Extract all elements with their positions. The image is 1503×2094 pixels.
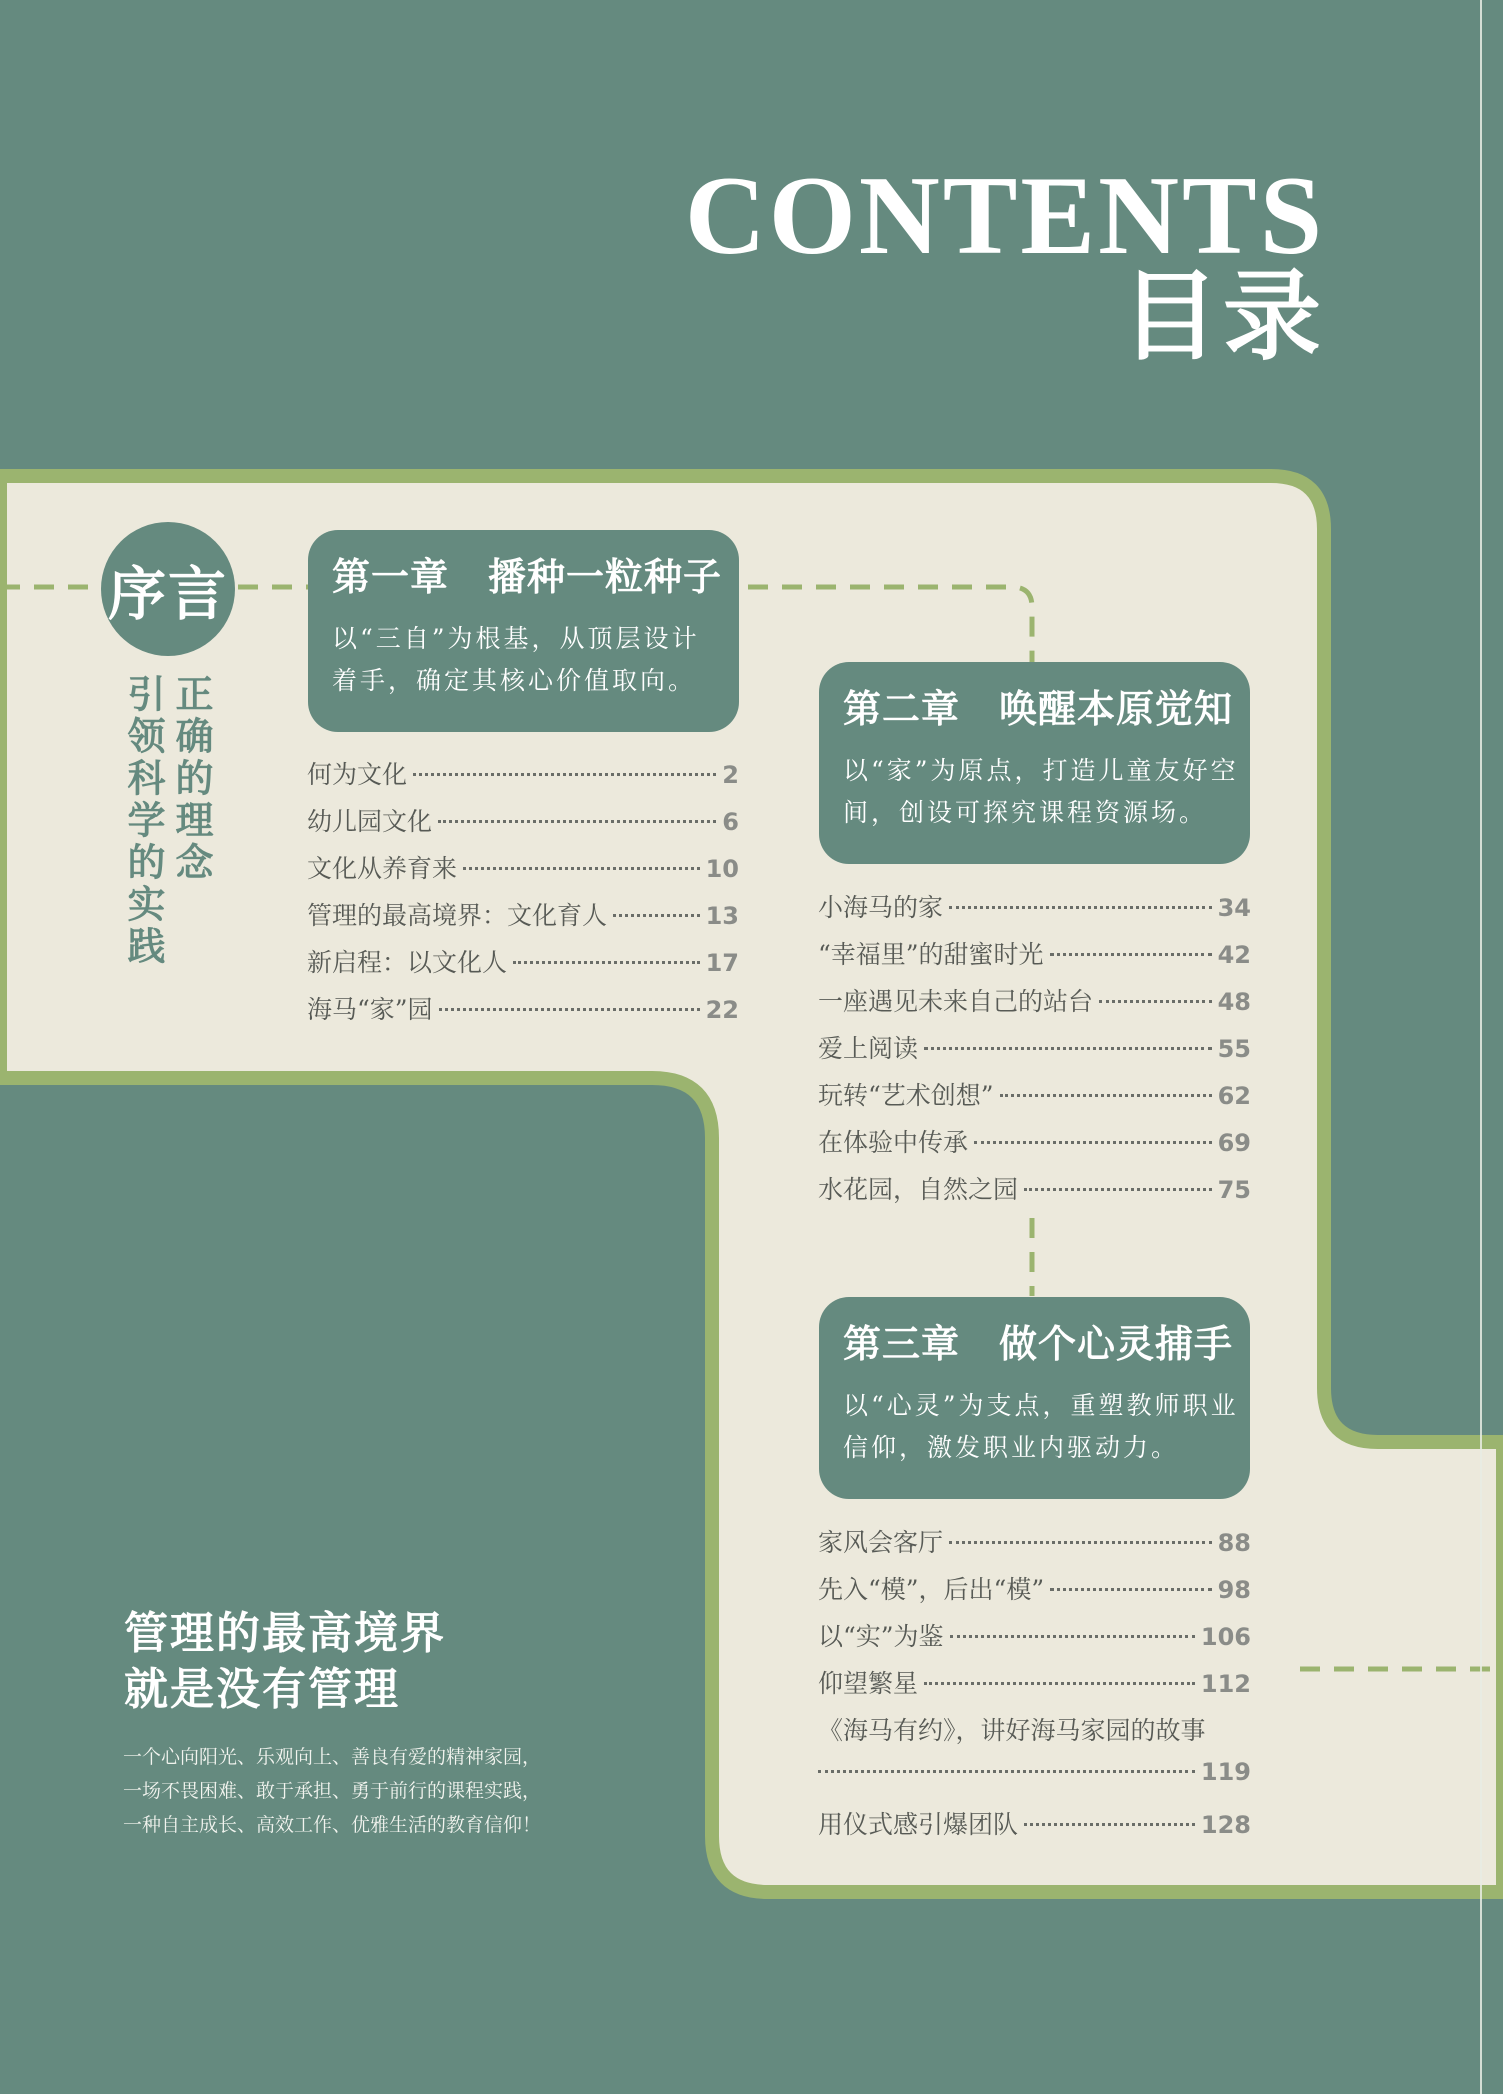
toc-page: 48 (1217, 988, 1251, 1016)
slogan-title-line-1: 管理的最高境界 (124, 1608, 446, 1659)
toc-page: 128 (1200, 1811, 1251, 1839)
contents-title-en: CONTENTS (684, 154, 1325, 278)
toc-title: 家风会客厅 (818, 1528, 944, 1557)
contents-title-cn: 目录 (1120, 259, 1325, 374)
toc-leader (413, 773, 716, 776)
slogan-line-2: 一场不畏困难、敢于承担、勇于前行的课程实践， (123, 1780, 542, 1802)
toc-item[interactable] (818, 1711, 1251, 1745)
toc-item[interactable] (818, 1029, 1251, 1063)
toc-title: 新启程：以文化人 (307, 948, 508, 977)
preface-badge[interactable]: 序言 (101, 522, 235, 656)
toc-title: 水花园，自然之园 (818, 1175, 1019, 1204)
toc-item[interactable] (818, 1570, 1251, 1604)
toc-leader (463, 867, 700, 870)
page-edge-line (1480, 0, 1482, 2094)
toc-item[interactable] (818, 1664, 1251, 1698)
toc-item[interactable] (818, 1617, 1251, 1651)
toc-page: 75 (1217, 1176, 1251, 1204)
chapter-2-desc: 以“家”为原点，打造儿童友好空间，创设可探究课程资源场。 (843, 756, 1239, 827)
toc-leader (513, 961, 700, 964)
toc-item[interactable] (307, 990, 739, 1024)
chapter-3-desc: 以“心灵”为支点，重塑教师职业信仰，激发职业内驱动力。 (843, 1391, 1239, 1462)
chapter-2-card[interactable] (819, 662, 1250, 864)
toc-leader (974, 1141, 1212, 1144)
toc-page: 22 (705, 996, 739, 1024)
toc-title: 幼儿园文化 (307, 807, 433, 836)
toc-title: 海马“家”园 (307, 995, 433, 1024)
preface-line-1: 正确的理念 (169, 674, 214, 884)
toc-title: 管理的最高境界：文化育人 (307, 901, 608, 930)
slogan-title (124, 1606, 446, 1718)
toc-page: 55 (1217, 1035, 1251, 1063)
toc-item[interactable] (818, 1123, 1251, 1157)
toc-item[interactable] (307, 802, 739, 836)
toc-item[interactable] (818, 1076, 1251, 1110)
toc-leader (1024, 1188, 1212, 1191)
toc-item-continued[interactable] (818, 1758, 1251, 1792)
toc-title: 用仪式感引爆团队 (818, 1810, 1019, 1839)
chapter-3-card[interactable] (819, 1297, 1250, 1499)
toc-page: 34 (1217, 894, 1251, 922)
toc-leader (949, 906, 1212, 909)
slogan-body (123, 1740, 541, 1842)
toc-item[interactable] (307, 943, 739, 977)
toc-leader (613, 914, 700, 917)
toc-leader (1000, 1094, 1212, 1097)
toc-page: 62 (1217, 1082, 1251, 1110)
toc-item[interactable] (307, 849, 739, 883)
toc-title: 何为文化 (307, 760, 408, 789)
toc-page: 106 (1200, 1623, 1251, 1651)
chapter-1-card[interactable] (308, 530, 739, 732)
toc-leader (950, 1635, 1195, 1638)
toc-title: 仰望繁星 (818, 1669, 919, 1698)
toc-leader (1050, 953, 1212, 956)
toc-item[interactable] (307, 755, 739, 789)
toc-title: 《海马有约》，讲好海马家园的故事 (818, 1716, 1206, 1745)
toc-item[interactable] (818, 982, 1251, 1016)
toc-title: 文化从养育来 (307, 854, 458, 883)
toc-page: 13 (705, 902, 739, 930)
preface-line-2: 引领科学的实践 (121, 674, 166, 968)
toc-item[interactable] (818, 1805, 1251, 1839)
slogan-title-line-2: 就是没有管理 (124, 1664, 400, 1715)
toc-item[interactable] (818, 935, 1251, 969)
toc-page: 112 (1200, 1670, 1251, 1698)
toc-page: 119 (1200, 1758, 1251, 1786)
toc-item[interactable] (307, 896, 739, 930)
toc-page: 42 (1217, 941, 1251, 969)
chapter-1-title: 第一章 播种一粒种子 (332, 554, 723, 599)
toc-leader (949, 1541, 1212, 1544)
toc-leader (1099, 1000, 1212, 1003)
toc-leader (438, 820, 716, 823)
chapter-1-desc: 以“三自”为根基，从顶层设计着手，确定其核心价值取向。 (332, 624, 700, 695)
toc-leader (924, 1047, 1212, 1050)
toc-title: 爱上阅读 (818, 1034, 919, 1063)
toc-page: 17 (705, 949, 739, 977)
toc-title: “幸福里”的甜蜜时光 (818, 940, 1044, 969)
toc-title: 以“实”为鉴 (818, 1622, 944, 1651)
toc-page: 88 (1217, 1529, 1251, 1557)
toc-title: 先入“模”，后出“模” (818, 1575, 1045, 1604)
chapter-3-title: 第三章 做个心灵捕手 (843, 1321, 1234, 1366)
slogan-line-3: 一种自主成长、高效工作、优雅生活的教育信仰！ (123, 1814, 542, 1836)
toc-title: 在体验中传承 (818, 1128, 969, 1157)
toc-page: 98 (1217, 1576, 1251, 1604)
toc-leader (1050, 1588, 1211, 1591)
toc-title: 玩转“艺术创想” (818, 1081, 994, 1110)
toc-leader (1024, 1823, 1195, 1826)
toc-leader (818, 1770, 1195, 1773)
slogan-line-1: 一个心向阳光、乐观向上、善良有爱的精神家园， (123, 1746, 542, 1768)
toc-page: 6 (722, 808, 739, 836)
toc-item[interactable] (818, 1523, 1251, 1557)
chapter-2-title: 第二章 唤醒本原觉知 (843, 686, 1234, 731)
toc-leader (924, 1682, 1195, 1685)
toc-page: 69 (1217, 1129, 1251, 1157)
toc-page: 2 (722, 761, 739, 789)
toc-item[interactable] (818, 1170, 1251, 1204)
toc-title: 一座遇见未来自己的站台 (818, 987, 1094, 1016)
toc-item[interactable] (818, 888, 1251, 922)
toc-leader (439, 1008, 700, 1011)
toc-title: 小海马的家 (818, 893, 944, 922)
toc-page: 10 (705, 855, 739, 883)
